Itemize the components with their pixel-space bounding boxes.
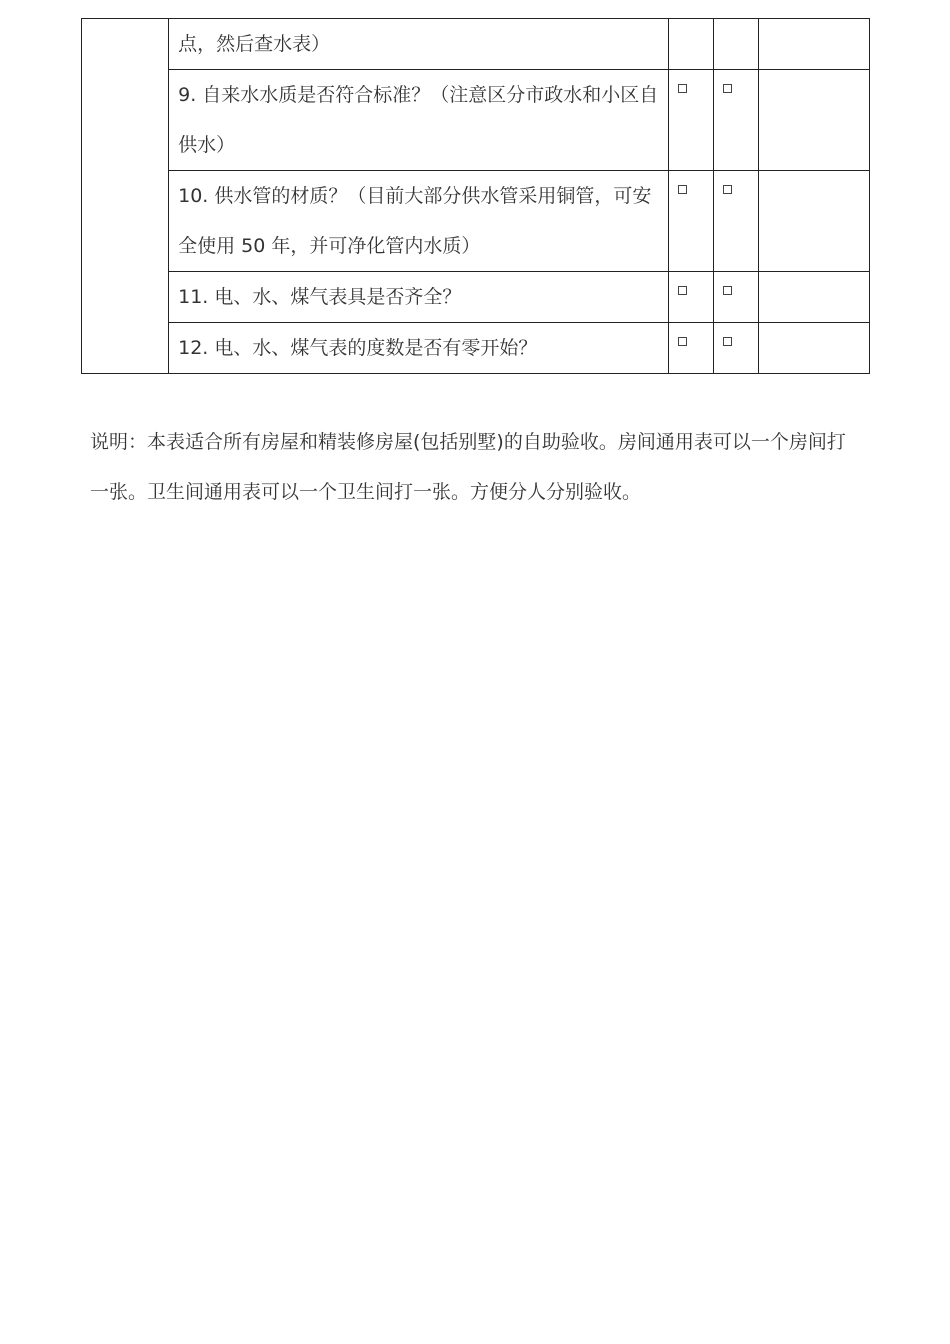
checkbox-icon[interactable] <box>678 185 687 194</box>
table-row <box>82 323 870 374</box>
no-cell[interactable] <box>713 272 758 323</box>
usage-note: 说明：本表适合所有房屋和精装修房屋(包括别墅)的自助验收。房间通用表可以一个房间打一张。卫生间通用表可以一个卫生间打一张。方便分人分别验收。 <box>90 431 846 503</box>
remark-cell[interactable] <box>758 70 869 171</box>
yes-cell[interactable] <box>668 171 713 272</box>
checklist-item-text: 点，然后查水表） <box>169 19 669 70</box>
checklist-item-text: 10. 供水管的材质？（目前大部分供水管采用铜管，可安全使用 50 年，并可净化管内水质） <box>169 171 669 272</box>
checkbox-icon[interactable] <box>723 84 732 93</box>
checklist-item-text: 11. 电、水、煤气表具是否齐全？ <box>169 272 669 323</box>
category-cell <box>82 19 169 374</box>
no-cell[interactable] <box>713 171 758 272</box>
yes-cell <box>668 19 713 70</box>
table-row <box>82 19 870 70</box>
table-row <box>82 272 870 323</box>
remark-cell[interactable] <box>758 323 869 374</box>
no-cell <box>713 19 758 70</box>
no-cell[interactable] <box>713 70 758 171</box>
yes-cell[interactable] <box>668 272 713 323</box>
checkbox-icon[interactable] <box>678 286 687 295</box>
table-row <box>82 171 870 272</box>
no-cell[interactable] <box>713 323 758 374</box>
remark-cell[interactable] <box>758 272 869 323</box>
yes-cell[interactable] <box>668 323 713 374</box>
checklist-item-text: 9. 自来水水质是否符合标准？（注意区分市政水和小区自供水） <box>169 70 669 171</box>
table-row <box>82 70 870 171</box>
remark-cell[interactable] <box>758 171 869 272</box>
checklist-item-text: 12. 电、水、煤气表的度数是否有零开始？ <box>169 323 669 374</box>
checkbox-icon[interactable] <box>678 84 687 93</box>
checkbox-icon[interactable] <box>723 286 732 295</box>
checkbox-icon[interactable] <box>723 185 732 194</box>
checkbox-icon[interactable] <box>723 337 732 346</box>
yes-cell[interactable] <box>668 70 713 171</box>
remark-cell <box>758 19 869 70</box>
checkbox-icon[interactable] <box>678 337 687 346</box>
acceptance-checklist-table <box>81 18 870 374</box>
